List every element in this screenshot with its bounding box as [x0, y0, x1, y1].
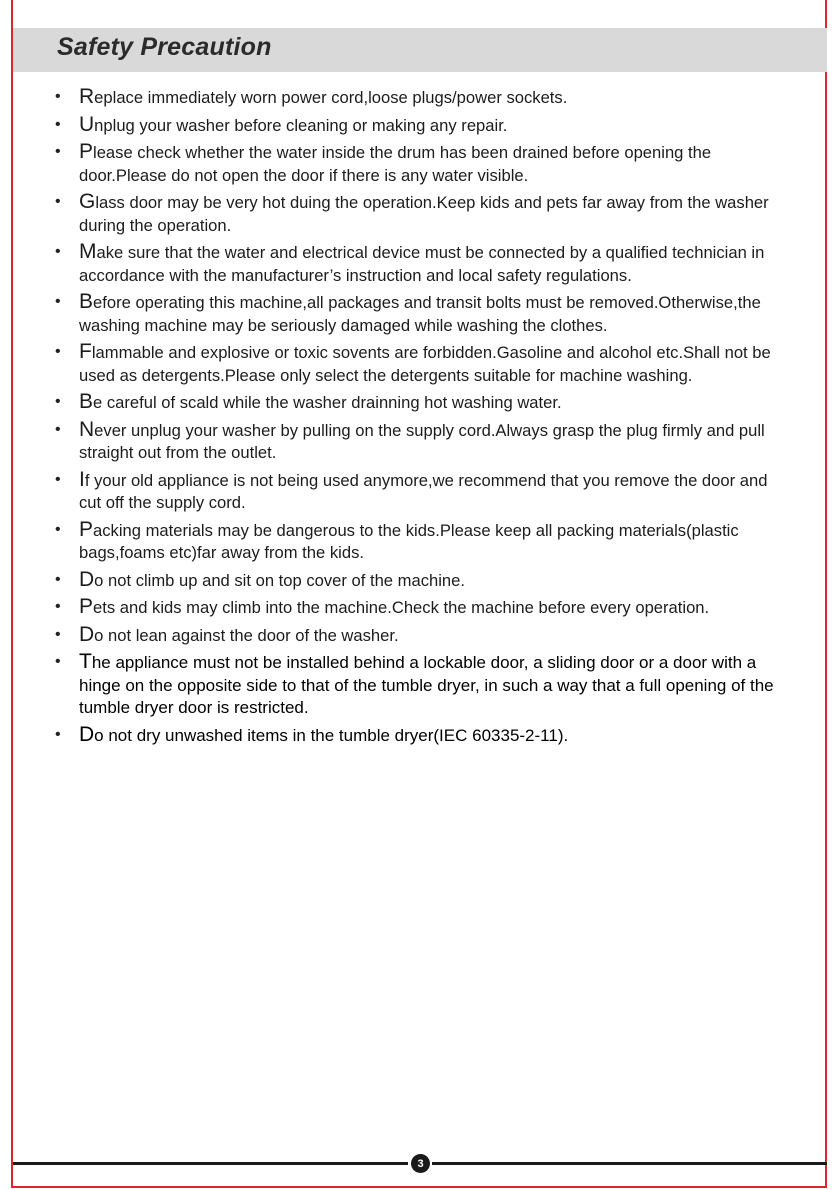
list-item [55, 241, 775, 287]
initial-letter: M [79, 240, 97, 263]
item-text: eplace immediately worn power cord,loose plugs/power sockets. [94, 88, 568, 107]
bullet-icon: • [55, 88, 61, 105]
initial-letter: U [79, 112, 95, 136]
bullet-icon: • [55, 470, 61, 488]
list-item [55, 519, 775, 565]
initial-letter: P [79, 140, 94, 163]
bullet-icon: • [55, 243, 61, 260]
initial-letter: P [79, 595, 94, 618]
item-text: f your old appliance is not being used anymore,we recommend that you remove the door and cut off the supply cord. [79, 470, 768, 512]
bullet-icon: • [55, 598, 61, 615]
list-item [55, 291, 775, 337]
initial-letter: B [79, 390, 94, 413]
list-item [55, 141, 775, 187]
list-item [55, 596, 775, 620]
item-text: ake sure that the water and electrical device must be connected by a qualified technician in accordance with the manufacturer’s instruction and local safety regulations. [79, 243, 765, 285]
initial-letter: P [79, 517, 94, 541]
footer-rule-right [432, 1162, 827, 1165]
bullet-icon: • [55, 420, 61, 438]
bullet-icon: • [55, 143, 61, 160]
list-item [55, 724, 775, 748]
initial-letter: B [79, 290, 94, 313]
list-item [55, 391, 775, 415]
list-item [55, 86, 775, 110]
bullet-icon: • [55, 293, 61, 310]
bullet-icon: • [55, 570, 61, 588]
item-text: efore operating this machine,all packages and transit bolts must be removed.Otherwise,the washing machine may be seriously damaged while washing the clothes. [79, 293, 761, 335]
list-item [55, 341, 775, 387]
item-text: lease check whether the water inside the drum has been drained before opening the door.Please do not open the door if there is any water visible. [79, 143, 712, 185]
item-text: ever unplug your washer by pulling on the supply cord.Always grasp the plug firmly and pull straight out from the outlet. [79, 420, 765, 462]
item-text: lass door may be very hot duing the operation.Keep kids and pets far away from the washer during the operation. [79, 193, 769, 235]
initial-letter: G [79, 190, 96, 213]
bullet-icon: • [55, 653, 61, 670]
item-text: o not climb up and sit on top cover of the machine. [94, 570, 465, 590]
item-text: o not dry unwashed items in the tumble dryer(IEC 60335-2-11). [94, 725, 569, 745]
initial-letter: R [79, 85, 95, 108]
list-item [55, 569, 775, 593]
list-item [55, 114, 775, 138]
initial-letter: D [79, 622, 95, 646]
initial-letter: D [79, 722, 95, 746]
list-item [55, 624, 775, 648]
page-number-badge: 3 [411, 1154, 430, 1173]
item-text: e careful of scald while the washer drainning hot washing water. [93, 393, 562, 412]
bullet-icon: • [55, 725, 61, 743]
list-item [55, 419, 775, 465]
list-item [55, 469, 775, 515]
initial-letter: T [79, 650, 92, 673]
item-text: acking materials may be dangerous to the kids.Please keep all packing materials(plastic bags,foams etc)far away from the kids. [79, 520, 739, 562]
footer-rule-left [13, 1162, 408, 1165]
list-item [55, 651, 775, 720]
bullet-icon: • [55, 625, 61, 643]
initial-letter: N [79, 417, 95, 441]
bullet-icon: • [55, 520, 61, 538]
item-text: lammable and explosive or toxic sovents are forbidden.Gasoline and alcohol etc.Shall not be used as detergents.Please only select the detergents suitable for machine washing. [79, 343, 771, 385]
initial-letter: D [79, 567, 95, 591]
bullet-icon: • [55, 193, 61, 210]
bullet-icon: • [55, 343, 61, 360]
bullet-icon: • [55, 115, 61, 133]
page-title: Safety Precaution [57, 33, 272, 61]
item-text: ets and kids may climb into the machine.Check the machine before every operation. [93, 598, 710, 617]
initial-letter: I [79, 467, 85, 491]
item-text: nplug your washer before cleaning or making any repair. [94, 115, 508, 135]
item-text: he appliance must not be installed behind a lockable door, a sliding door or a door with a hinge on the opposite side to that of the tumble dryer, in such a way that a full opening of the tumble dryer door is restricted. [79, 653, 774, 717]
bullet-icon: • [55, 393, 61, 410]
safety-precaution-list [55, 86, 775, 751]
initial-letter: F [79, 340, 92, 363]
item-text: o not lean against the door of the washer. [94, 625, 399, 645]
list-item [55, 191, 775, 237]
